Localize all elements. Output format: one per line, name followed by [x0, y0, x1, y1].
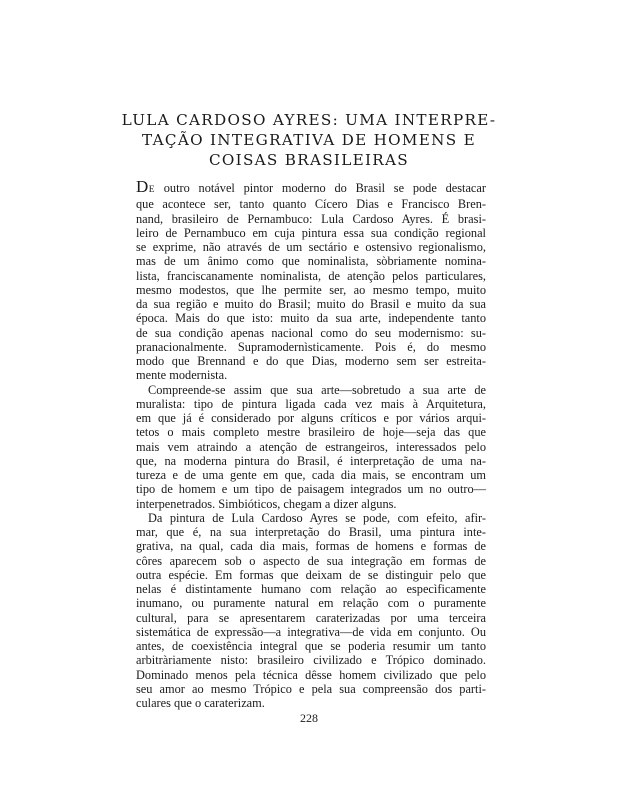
line-text: que, na moderna pintura do Brasil, é interpretação de uma na-: [136, 453, 486, 468]
text-line: [136, 596, 486, 610]
line-text: leiro de Pernambuco em cuja pintura essa sua condição regional: [136, 225, 486, 240]
line-text: interpenetrados. Simbióticos, chegam a dizer alguns.: [136, 496, 397, 511]
chapter-title-line: COISAS BRASILEIRAS: [208, 151, 410, 169]
text-line: [136, 611, 486, 625]
text-line: [136, 454, 486, 468]
text-line: [136, 197, 486, 211]
text-line: [136, 212, 486, 226]
text-line: [136, 226, 486, 240]
chapter-body: [136, 177, 486, 710]
line-text: mar, que é, na sua interpretação do Brasil, uma pintura inte-: [136, 525, 486, 539]
drop-cap: D: [136, 177, 149, 196]
text-line: [136, 397, 486, 411]
line-text: pranacionalmente. Supramodernìsticamente. Pois é, do mesmo: [136, 339, 486, 354]
line-text: mente modernista.: [136, 368, 228, 383]
chapter-title-line: LULA CARDOSO AYRES: UMA INTERPRE-: [121, 111, 497, 129]
text-line: [136, 568, 486, 582]
line-text: outro notável pintor moderno do Brasil se pode destacar: [154, 181, 486, 195]
line-text: tetos o mais completo mestre brasileiro de hoje—seja das que: [136, 425, 486, 440]
line-text: grativa, na qual, cada dia mais, formas de homens e formas de: [136, 539, 486, 554]
line-text: côres aparecem sob o aspecto de sua integração em formas de: [136, 553, 486, 568]
text-line: [136, 497, 486, 511]
text-line: [136, 354, 486, 368]
line-text: que acontece ser, tanto quanto Cícero Dias e Francisco Bren-: [136, 197, 486, 212]
line-text: época. Mais do que isto: muito da sua arte, independente tanto: [136, 311, 486, 326]
text-line: [136, 368, 486, 382]
line-text: lista, franciscanamente nominalista, de atenção pelos particulares,: [136, 268, 486, 283]
text-line: [136, 383, 486, 397]
text-line: [136, 311, 486, 325]
line-text: sistemática de expressão—a integrativa—de vida em conjunto. Ou: [136, 624, 486, 639]
text-line: [136, 682, 486, 696]
text-line: [136, 668, 486, 682]
text-line: [136, 525, 486, 539]
drop-cap-small: E: [148, 185, 155, 195]
text-line: [136, 639, 486, 653]
text-line: [136, 582, 486, 596]
line-text: da sua região e muito do Brasil; muito do Brasil e muito da sua: [136, 297, 486, 311]
chapter-title-line: TAÇÃO INTEGRATIVA DE HOMENS E: [142, 131, 476, 149]
text-line: [136, 240, 486, 254]
text-line: [136, 653, 486, 667]
text-line: [136, 468, 486, 482]
line-text: se exprime, não através de um sectário e ostensivo regionalismo,: [136, 240, 486, 254]
paragraph: [136, 511, 486, 711]
text-line: [136, 283, 486, 297]
text-line: [136, 340, 486, 354]
line-text: culares que o caraterizam.: [136, 696, 265, 710]
line-text: de sua condição apenas nacional como do seu modernismo: su-: [136, 325, 486, 340]
line-text: em que já é considerado por alguns críticos e por vários arqui-: [136, 411, 486, 425]
line-text: Compreende-se assim que sua arte—sobretudo a sua arte de: [148, 382, 486, 397]
line-text: inumano, ou puramente natural em relação com o puramente: [136, 596, 486, 611]
line-text: mais vem atraindo a atenção de estrangeiros, interessados pelo: [136, 439, 486, 454]
line-text: muralista: tipo de pintura ligada cada vez mais à Arquitetura,: [136, 396, 486, 411]
text-line: [136, 696, 486, 710]
line-text: seu amor ao mesmo Trópico e pela sua compreensão dos parti-: [136, 681, 486, 696]
text-line: [136, 326, 486, 340]
text-line: [136, 482, 486, 496]
line-text: arbitràriamente nisto: brasileiro civilizado e Trópico dominado.: [136, 653, 486, 668]
text-line: [136, 539, 486, 553]
text-line: [136, 625, 486, 639]
text-line: [136, 297, 486, 311]
line-text: mas de um ânimo como que nominalista, sòbriamente nomina-: [136, 254, 486, 269]
chapter-title: [120, 110, 498, 170]
line-text: tipo de homem e um tipo de paisagem integrados um no outro—: [136, 482, 486, 497]
line-text: antes, de coexistência integral que se poderia resumir um tanto: [136, 639, 486, 653]
line-text: Da pintura de Lula Cardoso Ayres se pode, com efeito, afir-: [148, 510, 486, 525]
line-text: Dominado menos pela técnica dêsse homem civilizado que pelo: [136, 667, 486, 682]
paragraph: [136, 383, 486, 511]
line-text: mesmo modestos, que lhe permite ser, ao mesmo tempo, muito: [136, 282, 486, 297]
paragraph: [136, 177, 486, 383]
text-line: [136, 177, 486, 197]
line-text: tureza e de uma gente em que, cada dia mais, se encontram um: [136, 468, 486, 482]
text-line: [136, 254, 486, 268]
text-line: [136, 554, 486, 568]
line-text: nelas é distintamente humano com relação ao especìficamente: [136, 582, 486, 596]
line-text: nand, brasileiro de Pernambuco: Lula Cardoso Ayres. É brasi-: [136, 211, 486, 226]
text-line: [136, 511, 486, 525]
line-text: outra espécie. Em formas que deixam de se distinguir pelo que: [136, 567, 486, 582]
page-number: 228: [300, 711, 318, 725]
text-line: [136, 440, 486, 454]
line-text: cultural, para se apresentarem caraterizadas por uma terceira: [136, 610, 486, 625]
line-text: modo que Brennand e do que Dias, moderno sem ser estreita-: [136, 354, 486, 368]
text-line: [136, 269, 486, 283]
text-line: [136, 411, 486, 425]
text-line: [136, 425, 486, 439]
